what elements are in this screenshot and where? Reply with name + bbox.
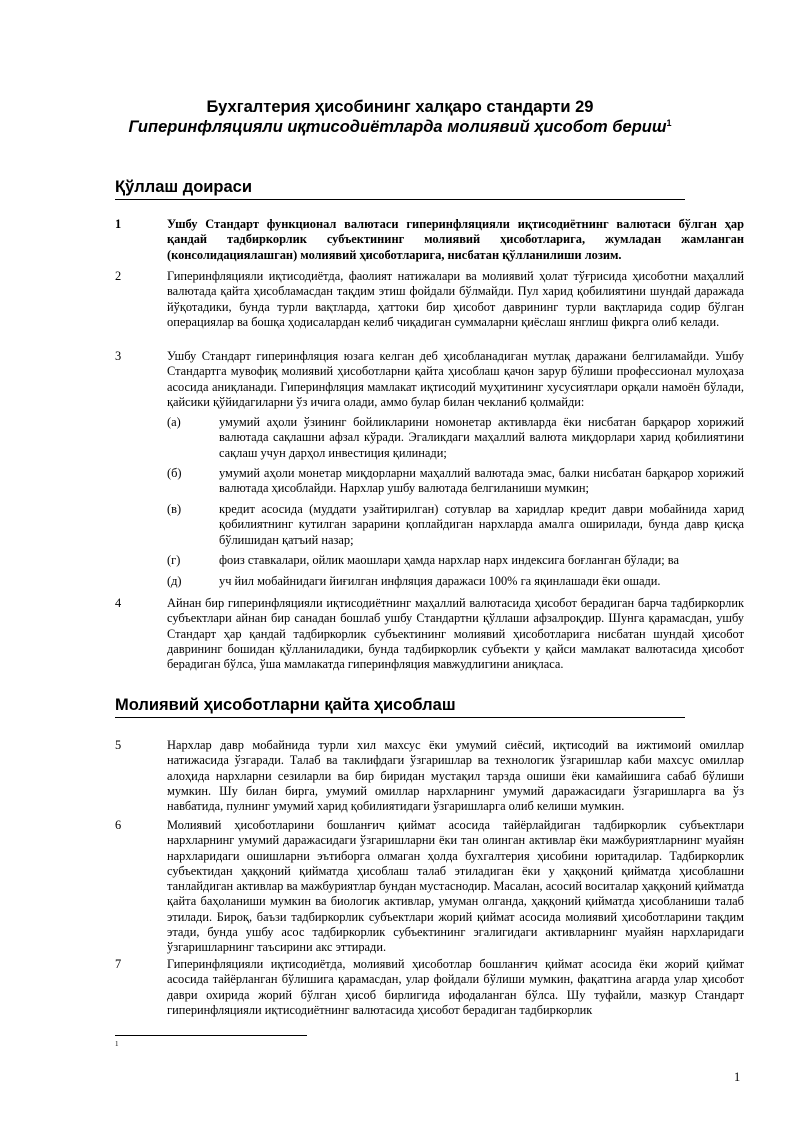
paragraph-4 xyxy=(115,596,745,672)
footnote-reference[interactable]: 1 xyxy=(666,118,672,128)
paragraph-text: Айнан бир гиперинфляцияли иқтисодиётнинг маҳаллий валютасида ҳисобот берадиган барча тадбиркорлик субъектлари айнан бир санадан бошлаб ушбу Стандартни қўллаши афзалроқдир. Шунга қарамасдан, ушбу Стандарт ҳар қандай тадбиркорлик субъектининг молиявий ҳисоботларига нисбатан шундай ҳисобот даврининг бошидан қўлланиладики, бунда тадбиркорлик субъекти у қайси мамлакат валютасида ҳисобот берадиган бўлса, ўша мамлакатда гиперинфляция мавжудлигини аниқласа. xyxy=(167,596,744,672)
paragraph-1 xyxy=(115,217,745,263)
list-item-label: (а) xyxy=(167,415,181,429)
paragraph-7 xyxy=(115,957,745,1018)
paragraph-number: 6 xyxy=(115,818,122,832)
document-title xyxy=(115,97,685,137)
footnote-separator xyxy=(115,1035,307,1036)
list-item-d xyxy=(167,553,745,568)
paragraph-number: 2 xyxy=(115,269,122,283)
list-item-text: умумий аҳоли монетар миқдорларни маҳаллий валютада эмас, балки нисбатан барқарор хорижий валютада ҳисоблайди. Нархлар ушбу валютада белгиланиши мумкин; xyxy=(219,466,744,496)
footnote-mark: 1 xyxy=(115,1040,119,1048)
paragraph-number: 3 xyxy=(115,349,122,363)
paragraph-text: Гиперинфляцияли иқтисодиётда, фаолият натижалари ва молиявий ҳолат тўғрисида ҳисоботни маҳаллий валютада қайта ҳисобламасдан тақдим этиш фойдали бўлмайди. Пул харид қобилиятини шундай даражада йўқотадики, бунда турли вақтларда, ҳаттоки бир ҳисобот даврининг турли вақтларида содир бўлган операциялар ва бошқа ҳодисалардан келиб чиқадиган суммаларни қиёслаш янглиш фикрга олиб келади. xyxy=(167,269,744,329)
list-item-b xyxy=(167,466,745,497)
paragraph-3 xyxy=(115,349,745,410)
paragraph-number: 5 xyxy=(115,738,122,752)
section-heading-restatement: Молиявий ҳисоботларни қайта ҳисоблаш xyxy=(115,695,685,718)
paragraph-number: 7 xyxy=(115,957,122,971)
list-item-text: кредит асосида (муддати узайтирилган) сотувлар ва харидлар кредит даври мобайнида харид қобилиятнинг кутилган зарарини қоплайдиган нархларда амалга оширилади, бунда давр қисқа бўлишидан қатъий назар; xyxy=(219,502,744,547)
subtitle-text: Гиперинфляцияли иқтисодиётларда молиявий ҳисобот бериш xyxy=(128,118,667,136)
standard-subtitle xyxy=(115,117,685,137)
standard-title: Бухгалтерия ҳисобининг халқаро стандарти 29 xyxy=(206,98,594,116)
list-item-label: (в) xyxy=(167,502,182,516)
list-item-label: (д) xyxy=(167,574,182,588)
paragraph-number: 1 xyxy=(115,217,122,231)
paragraph-6 xyxy=(115,818,745,956)
list-item-text: фоиз ставкалари, ойлик маошлари ҳамда нархлар нарх индексига боғланган бўлади; ва xyxy=(219,553,679,567)
list-item-label: (г) xyxy=(167,553,181,567)
paragraph-text: Молиявий ҳисоботларини бошланғич қиймат асосида тайёрлайдиган тадбиркорлик субъектлари нархларнинг умумий даражасидаги ўзгаришларни ёки тан олинган активлар ёки мажбуриятларнинг муайян нархларидаги ошишларни эътиборга олмаган ҳолда бухгалтерия ҳисобини юритадилар. Тадбиркорлик субъектидан ҳаққоний қийматда ҳисоблаш талаб этиладиган ёки у ҳаққоний қийматда ҳисоблашни танлайдиган активлар ва мажбуриятлар бундан мустаснодир. Масалан, асосий воситалар ҳаққоний қийматда қайта баҳоланиши мумкин ва биологик активлар, умуман олганда, ҳаққоний қийматда ҳисобланиши талаб этилади. Бироқ, баъзи тадбиркорлик субъектлари жорий қиймат асосида молиявий ҳисоботларини тақдим этади, бунда ушбу асос тадбиркорлик субъектининг эгалигидаги активларнинг муайян нархларидаги ўзгаришларнинг таъсирини акс эттиради. xyxy=(167,818,744,955)
list-item-e xyxy=(167,574,745,589)
paragraph-number: 4 xyxy=(115,596,122,610)
paragraph-2 xyxy=(115,269,745,330)
list-item-text: умумий аҳоли ўзининг бойликларини номонетар активларда ёки нисбатан барқарор хорижий валютада сақлашни афзал кўради. Эгаликдаги маҳаллий валюта миқдорлари харид қобилиятини сақлаш учун дарҳол инвестиция қилинади; xyxy=(219,415,744,460)
list-item-label: (б) xyxy=(167,466,182,480)
list-item-a xyxy=(167,415,745,461)
paragraph-text: Гиперинфляцияли иқтисодиётда, молиявий ҳисоботлар бошланғич қиймат асосида ёки жорий қиймат асосида тайёрланган бўлишига қарамасдан, улар фойдали бўлиши мумкин, фақатгина агарда улар ҳисобот даври охирида жорий бўлган ҳисоб бирлигида ифодаланган бўлса. Шу туфайли, мазкур Стандарт гиперинфляцияли иқтисодиётнинг валютасида ҳисобот берадиган тадбиркорлик xyxy=(167,957,744,1017)
page-number: 1 xyxy=(734,1070,741,1084)
list-item-text: уч йил мобайнидаги йиғилган инфляция даражаси 100% га яқинлашади ёки ошади. xyxy=(219,574,661,588)
section-heading-scope: Қўллаш доираси xyxy=(115,177,685,200)
paragraph-text: Ушбу Стандарт гиперинфляция юзага келган деб ҳисобланадиган мутлақ даражани белгиламайди. Ушбу Стандартга мувофиқ молиявий ҳисоботларни қайта ҳисоблаш қачон зарур бўлиши профессионал мулоҳаза асосида аниқланади. Гиперинфляция мамлакат иқтисодий муҳитининг хусусиятлари орқали намоён бўлади, қайсики қўйидагиларни ўз ичига олади, аммо булар билан чекланиб қолмайди: xyxy=(167,349,744,409)
paragraph-text: Ушбу Стандарт функционал валютаси гиперинфляцияли иқтисодиётнинг валютаси бўлган ҳар қандай тадбиркорлик субъектининг молиявий ҳисоботларига, жумладан жамланган (консолидациялашган) молиявий ҳисоботларига, нисбатан қўлланилиши лозим. xyxy=(167,217,744,262)
paragraph-5 xyxy=(115,738,745,814)
paragraph-text: Нархлар давр мобайнида турли хил махсус ёки умумий сиёсий, иқтисодий ва ижтимоий омиллар натижасида ўзгаради. Талаб ва таклифдаги ўзгаришлар ва технологик ўзгаришлар каби махсус омиллар алоҳида нархларни сезиларли ва бир биридан мустақил тарзда ошиши ёки камайишига сабаб бўлиши мумкин. Шу билан бирга, умумий омиллар нархларнинг умумий даражасидаги ўзгаришларга ва ўз навбатида, пулнинг умумий харид қобилиятидаги ўзгаришларга олиб келиши мумкин. xyxy=(167,738,744,814)
list-item-c xyxy=(167,502,745,548)
